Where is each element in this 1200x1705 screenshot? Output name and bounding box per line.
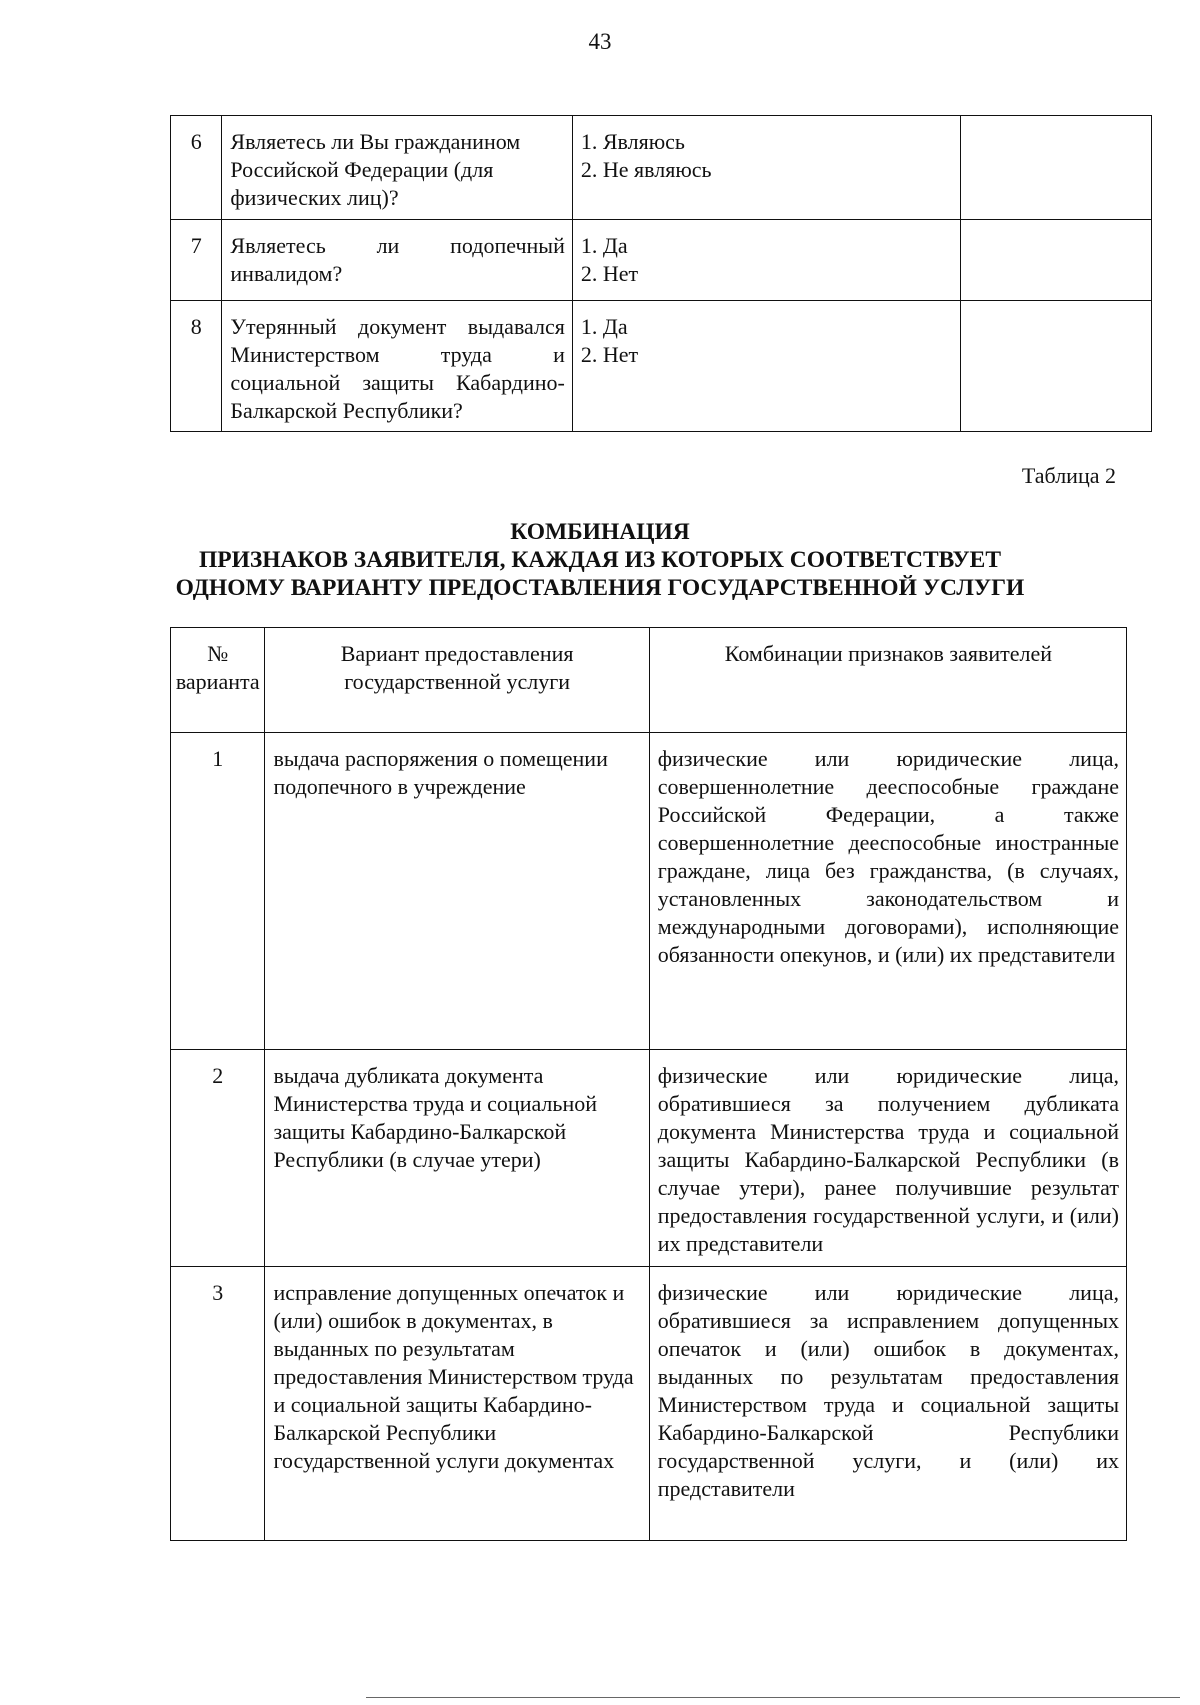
heading-line: ПРИЗНАКОВ ЗАЯВИТЕЛЯ, КАЖДАЯ ИЗ КОТОРЫХ СООТВЕТСТВУЕТ: [198, 547, 1002, 573]
header-combination: Комбинации признаков заявителей: [649, 628, 1126, 733]
option: 2. Нет: [580, 342, 639, 367]
variant-combination: физические или юридические лица, обратившиеся за исправлением допущенных опечаток и (или) ошибок в документах, выданных по результатам предоставления Министерством труда и социальной защиты Кабардино-Балкарской Республики государственной услуги, и (или) их представители: [649, 1267, 1126, 1541]
option: 1. Да: [580, 314, 628, 339]
combinations-table: [170, 627, 1127, 1541]
table-row: [171, 301, 1152, 432]
variant-combination: физические или юридические лица, совершеннолетние дееспособные граждане Российской Федерации, а также совершеннолетние дееспособные иностранные граждане, лица без гражданства, (в случаях, установленных законодательством и международными договорами), исполняющие обязанности опекунов, и (или) их представители: [649, 733, 1126, 1050]
options-cell: [572, 301, 960, 432]
empty-cell: [961, 220, 1152, 301]
question-cell: Являетесь ли подопечный инвалидом?: [222, 220, 572, 301]
table-caption: Таблица 2: [1021, 463, 1116, 488]
variant-combination: физические или юридические лица, обратившиеся за получением дубликата документа Министерства труда и социальной защиты Кабардино-Балкарской Республики (в случае утери), ранее получившие результат предоставления государственной услуги, и (или) их представители: [649, 1050, 1126, 1267]
page-number: 43: [588, 29, 612, 54]
row-number: 7: [171, 220, 222, 301]
option: 2. Нет: [580, 261, 639, 286]
header-variant: Вариант предоставления государственной услуги: [265, 628, 649, 733]
row-number: 8: [171, 301, 222, 432]
option: 1. Являюсь: [580, 129, 685, 154]
table-row: [171, 1050, 1127, 1267]
variant-name: выдача распоряжения о помещении подопечного в учреждение: [265, 733, 649, 1050]
table-row: [171, 733, 1127, 1050]
question-cell: Утерянный документ выдавался Министерством труда и социальной защиты Кабардино-Балкарской Республики?: [222, 301, 572, 432]
variant-name: исправление допущенных опечаток и (или) ошибок в документах, в выданных по результатам предоставления Министерством труда и социальной защиты Кабардино-Балкарской Республики государственной услуги документах: [265, 1267, 649, 1541]
variant-number: 2: [171, 1050, 265, 1267]
option: 1. Да: [580, 233, 628, 258]
question-cell: Являетесь ли Вы гражданином Российской Федерации (для физических лиц)?: [222, 116, 572, 220]
variant-number: 3: [171, 1267, 265, 1541]
questions-table: [170, 115, 1152, 432]
options-cell: [572, 220, 960, 301]
table-row: [171, 220, 1152, 301]
empty-cell: [961, 116, 1152, 220]
heading-line: КОМБИНАЦИЯ: [510, 519, 690, 545]
variant-name: выдача дубликата документа Министерства труда и социальной защиты Кабардино-Балкарской Республики (в случае утери): [265, 1050, 649, 1267]
options-cell: [572, 116, 960, 220]
section-heading: [0, 518, 1200, 602]
heading-line: ОДНОМУ ВАРИАНТУ ПРЕДОСТАВЛЕНИЯ ГОСУДАРСТВЕННОЙ УСЛУГИ: [175, 575, 1025, 601]
footer-divider: [366, 1697, 1180, 1698]
table-header-row: [171, 628, 1127, 733]
variant-number: 1: [171, 733, 265, 1050]
table-row: [171, 1267, 1127, 1541]
empty-cell: [961, 301, 1152, 432]
option: 2. Не являюсь: [580, 157, 712, 182]
row-number: 6: [171, 116, 222, 220]
header-variant-number: № варианта: [171, 628, 265, 733]
table-row: [171, 116, 1152, 220]
